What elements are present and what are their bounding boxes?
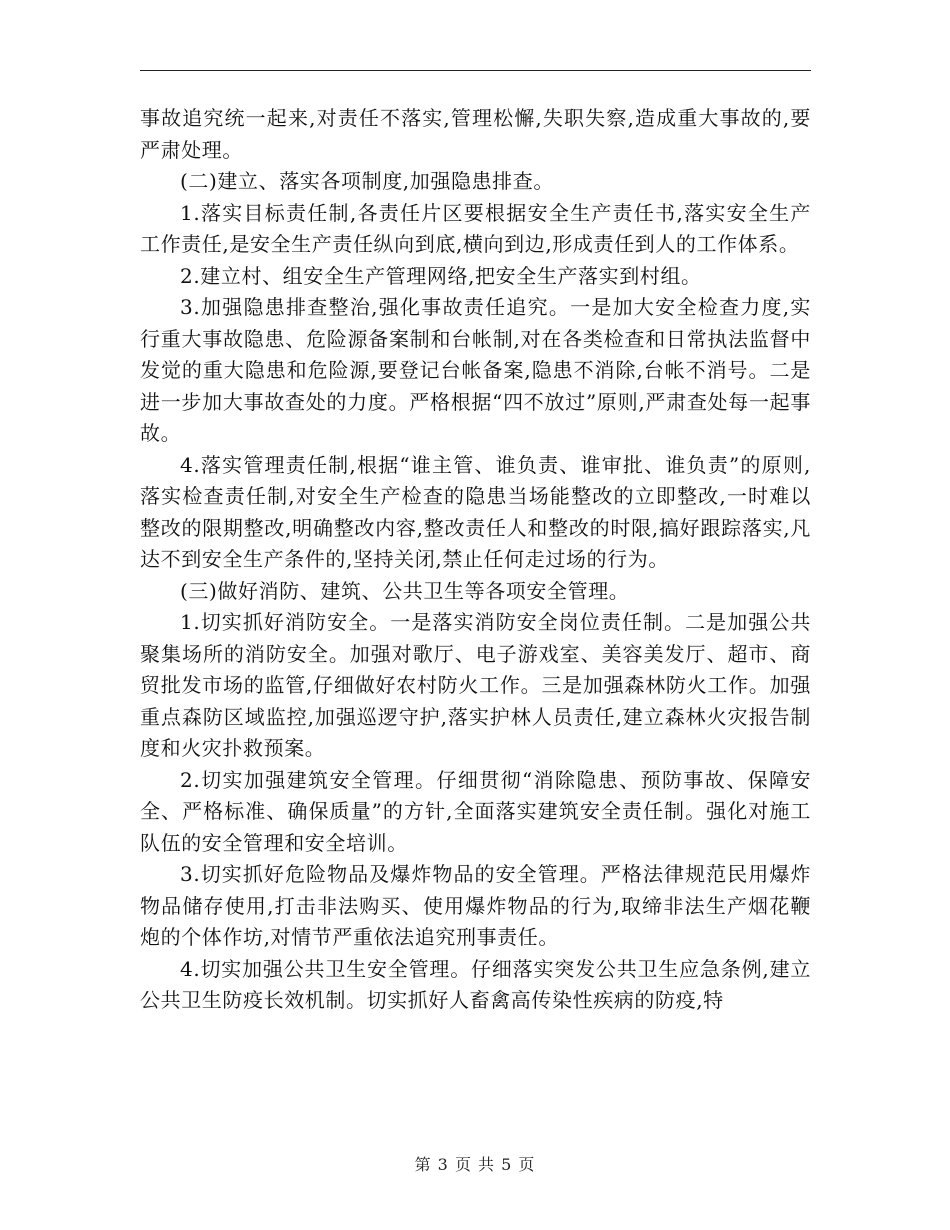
paragraph-management-responsibility: 4.落实管理责任制,根据“谁主管、谁负责、谁审批、谁负责”的原则,落实检查责任制,对安全生产检查的隐患当场能整改的立即整改,一时难以整改的限期整改,明确整改内容,整改责任人和整改的时限,搞好跟踪落实,凡达不到安全生产条件的,坚持关闭,禁止任何走过场的行为。 [140,452,811,571]
paragraph-explosives-safety: 3.切实抓好危险物品及爆炸物品的安全管理。严格法律规范民用爆炸物品储存使用,打击非法购买、使用爆炸物品的行为,取缔非法生产烟花鞭炮的个体作坊,对情节严重依法追究刑事责任。 [140,862,811,949]
paragraph-public-health: 4.切实加强公共卫生安全管理。仔细落实突发公共卫生应急条例,建立公共卫生防疫长效机制。切实抓好人畜禽高传染性疾病的防疫,特 [140,956,811,1012]
header-rule [140,70,811,71]
page-number: 第 3 页 共 5 页 [414,1155,536,1174]
paragraph-target-responsibility: 1.落实目标责任制,各责任片区要根据安全生产责任书,落实安全生产工作责任,是安全生产责任纵向到底,横向到边,形成责任到人的工作体系。 [140,200,811,256]
paragraph-continuation: 事故追究统一起来,对责任不落实,管理松懈,失职失察,造成重大事故的,要严肃处理。 [140,106,811,162]
section-heading-3: (三)做好消防、建筑、公共卫生等各项安全管理。 [180,578,630,603]
section-heading-2: (二)建立、落实各项制度,加强隐患排查。 [180,169,554,193]
document-body [140,103,811,1017]
paragraph-hazard-inspection: 3.加强隐患排查整治,强化事故责任追究。一是加大安全检查力度,实行重大事故隐患、危险源备案制和台帐制,对在各类检查和日常执法监督中发觉的重大隐患和危险源,要登记台帐备案,隐患不消除,台帐不消号。二是进一步加大事故查处的力度。严格根据“四不放过”原则,严肃查处每一起事故。 [140,295,811,445]
paragraph-construction-safety: 2.切实加强建筑安全管理。仔细贯彻“消除隐患、预防事故、保障安全、严格标准、确保质量”的方针,全面落实建筑安全责任制。强化对施工队伍的安全管理和安全培训。 [140,767,811,855]
paragraph-village-network: 2.建立村、组安全生产管理网络,把安全生产落实到村组。 [180,263,702,288]
paragraph-fire-safety: 1.切实抓好消防安全。一是落实消防安全岗位责任制。二是加强公共聚集场所的消防安全。加强对歌厅、电子游戏室、美容美发厅、超市、商贸批发市场的监管,仔细做好农村防火工作。三是加强森林防火工作。加强重点森防区域监控,加强巡逻守护,落实护林人员责任,建立森林火灾报告制度和火灾扑救预案。 [140,610,811,760]
